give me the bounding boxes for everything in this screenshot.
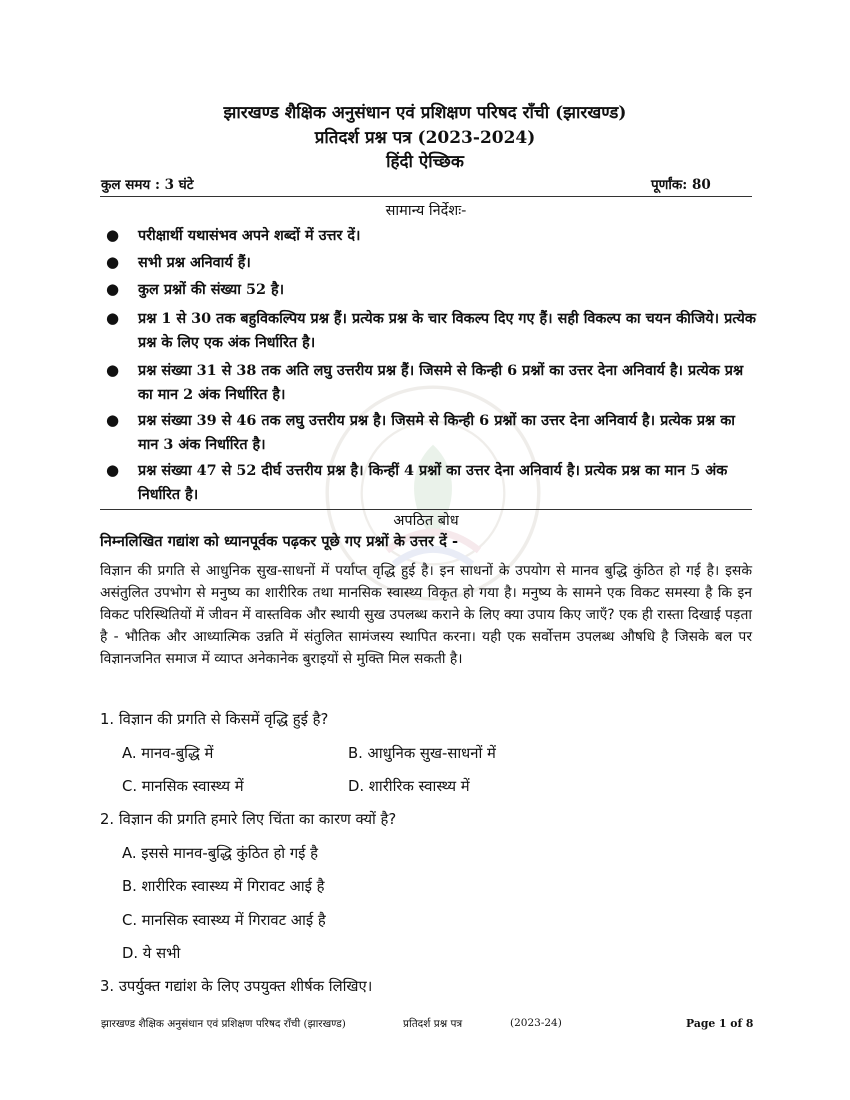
- bullet-icon: ●: [106, 411, 120, 429]
- general-instructions-title: सामान्य निर्देशः-: [385, 203, 467, 219]
- footer-organization: झारखण्ड शैक्षिक अनुसंधान एवं प्रशिक्षण परिषद राँची (झारखण्ड): [101, 1018, 346, 1030]
- bullet-icon: ●: [106, 461, 120, 479]
- question-1-option-c: C. मानसिक स्वास्थ्य में: [122, 778, 244, 795]
- instruction-item: ● परीक्षार्थी यथासंभव अपने शब्दों में उत्तर दें।: [106, 226, 361, 244]
- instruction-item: ● कुल प्रश्नों की संख्या 52 है।: [106, 280, 285, 298]
- footer-year: (2023-24): [510, 1017, 562, 1029]
- question-3: 3. उपर्युक्त गद्यांश के लिए उपयुक्त शीर्षक लिखिए।: [100, 978, 373, 995]
- instruction-item: ● प्रश्न 1 से 30 तक बहुविकल्पिय प्रश्न हैं। प्रत्येक प्रश्न के चार विकल्प दिए गए हैं। सही विकल्प का चयन कीजिये। प्रत्येक प्रश्न के लिए एक अंक निर्धारित है।: [106, 309, 756, 351]
- question-2: 2. विज्ञान की प्रगति हमारे लिए चिंता का कारण क्यों है?: [100, 811, 397, 828]
- footer-paper-type: प्रतिदर्श प्रश्न पत्र: [403, 1018, 463, 1030]
- full-marks: पूर्णांक: 80: [651, 177, 711, 193]
- bullet-icon: ●: [106, 226, 120, 244]
- question-1-option-a: A. मानव-बुद्धि में: [122, 745, 214, 762]
- question-2-option-a: A. इससे मानव-बुद्धि कुंठित हो गई है: [122, 845, 318, 862]
- question-1-option-d: D. शारीरिक स्वास्थ्य में: [348, 778, 470, 795]
- instruction-item: ● प्रश्न संख्या 39 से 46 तक लघु उत्तरीय प्रश्न है। जिसमे से किन्ही 6 प्रश्नों का उत्तर देना अनिवार्य है। प्रत्येक प्रश्न का मान 3 अंक निर्धारित है।: [106, 411, 735, 453]
- question-2-option-b: B. शारीरिक स्वास्थ्य में गिरावट आई है: [122, 878, 325, 895]
- subject-heading: हिंदी ऐच्छिक: [386, 152, 464, 172]
- question-2-option-d: D. ये सभी: [122, 945, 181, 962]
- question-1-option-b: B. आधुनिक सुख-साधनों में: [348, 745, 496, 762]
- instruction-item: ● सभी प्रश्न अनिवार्य हैं।: [106, 253, 251, 271]
- total-time: कुल समय : 3 घंटे: [101, 177, 194, 193]
- page-number: Page 1 of 8: [686, 1017, 754, 1030]
- paper-type-heading: प्रतिदर्श प्रश्न पत्र (2023-2024): [314, 128, 536, 148]
- organization-heading: झारखण्ड शैक्षिक अनुसंधान एवं प्रशिक्षण परिषद राँची (झारखण्ड): [223, 103, 627, 123]
- bullet-icon: ●: [106, 309, 120, 327]
- question-2-option-c: C. मानसिक स्वास्थ्य में गिरावट आई है: [122, 912, 326, 929]
- instruction-item: ● प्रश्न संख्या 47 से 52 दीर्घ उत्तरीय प्रश्न है। किन्हीं 4 प्रश्नों का उत्तर देना अनिवार्य है। प्रत्येक प्रश्न का मान 5 अंक निर्धारित है।: [106, 461, 728, 503]
- bullet-icon: ●: [106, 280, 120, 298]
- bullet-icon: ●: [106, 253, 120, 271]
- instruction-item: ● प्रश्न संख्या 31 से 38 तक अति लघु उत्तरीय प्रश्न हैं। जिसमे से किन्ही 6 प्रश्नों का उत्तर देना अनिवार्य है। प्रत्येक प्रश्न का मान 2 अंक निर्धारित है।: [106, 361, 744, 403]
- passage-text: विज्ञान की प्रगति से आधुनिक सुख-साधनों में पर्याप्त वृद्धि हुई है। इन साधनों के उपयोग से मानव बुद्धि कुंठित हो गई है। इसके असंतुलित उपभोग से मनुष्य का शारीरिक तथा मानसिक स्वास्थ्य विकृत हो गया है। मनुष्य के सामने एक विकट समस्या है कि इन विकट परिस्थितियों में जीवन में वास्तविक और स्थायी सुख उपलब्ध कराने के लिए क्या उपाय किए जाएँ? एक ही रास्ता दिखाई पड़ता है - भौतिक और आध्यात्मिक उन्नति में संतुलित सामंजस्य स्थापित करना। यही एक सर्वोत्तम उपलब्ध औषधि है जिसके बल पर विज्ञानजनित समाज में व्याप्त अनेकानेक बुराइयों से मुक्ति मिल सकती है।: [100, 563, 752, 667]
- passage-instruction: निम्नलिखित गद्यांश को ध्यानपूर्वक पढ़कर पूछे गए प्रश्नों के उत्तर दें -: [100, 533, 458, 550]
- question-1: 1. विज्ञान की प्रगति से किसमें वृद्धि हुई है?: [100, 711, 329, 728]
- bullet-icon: ●: [106, 361, 120, 379]
- divider: [100, 196, 752, 197]
- unseen-passage-title: अपठित बोध: [393, 513, 459, 529]
